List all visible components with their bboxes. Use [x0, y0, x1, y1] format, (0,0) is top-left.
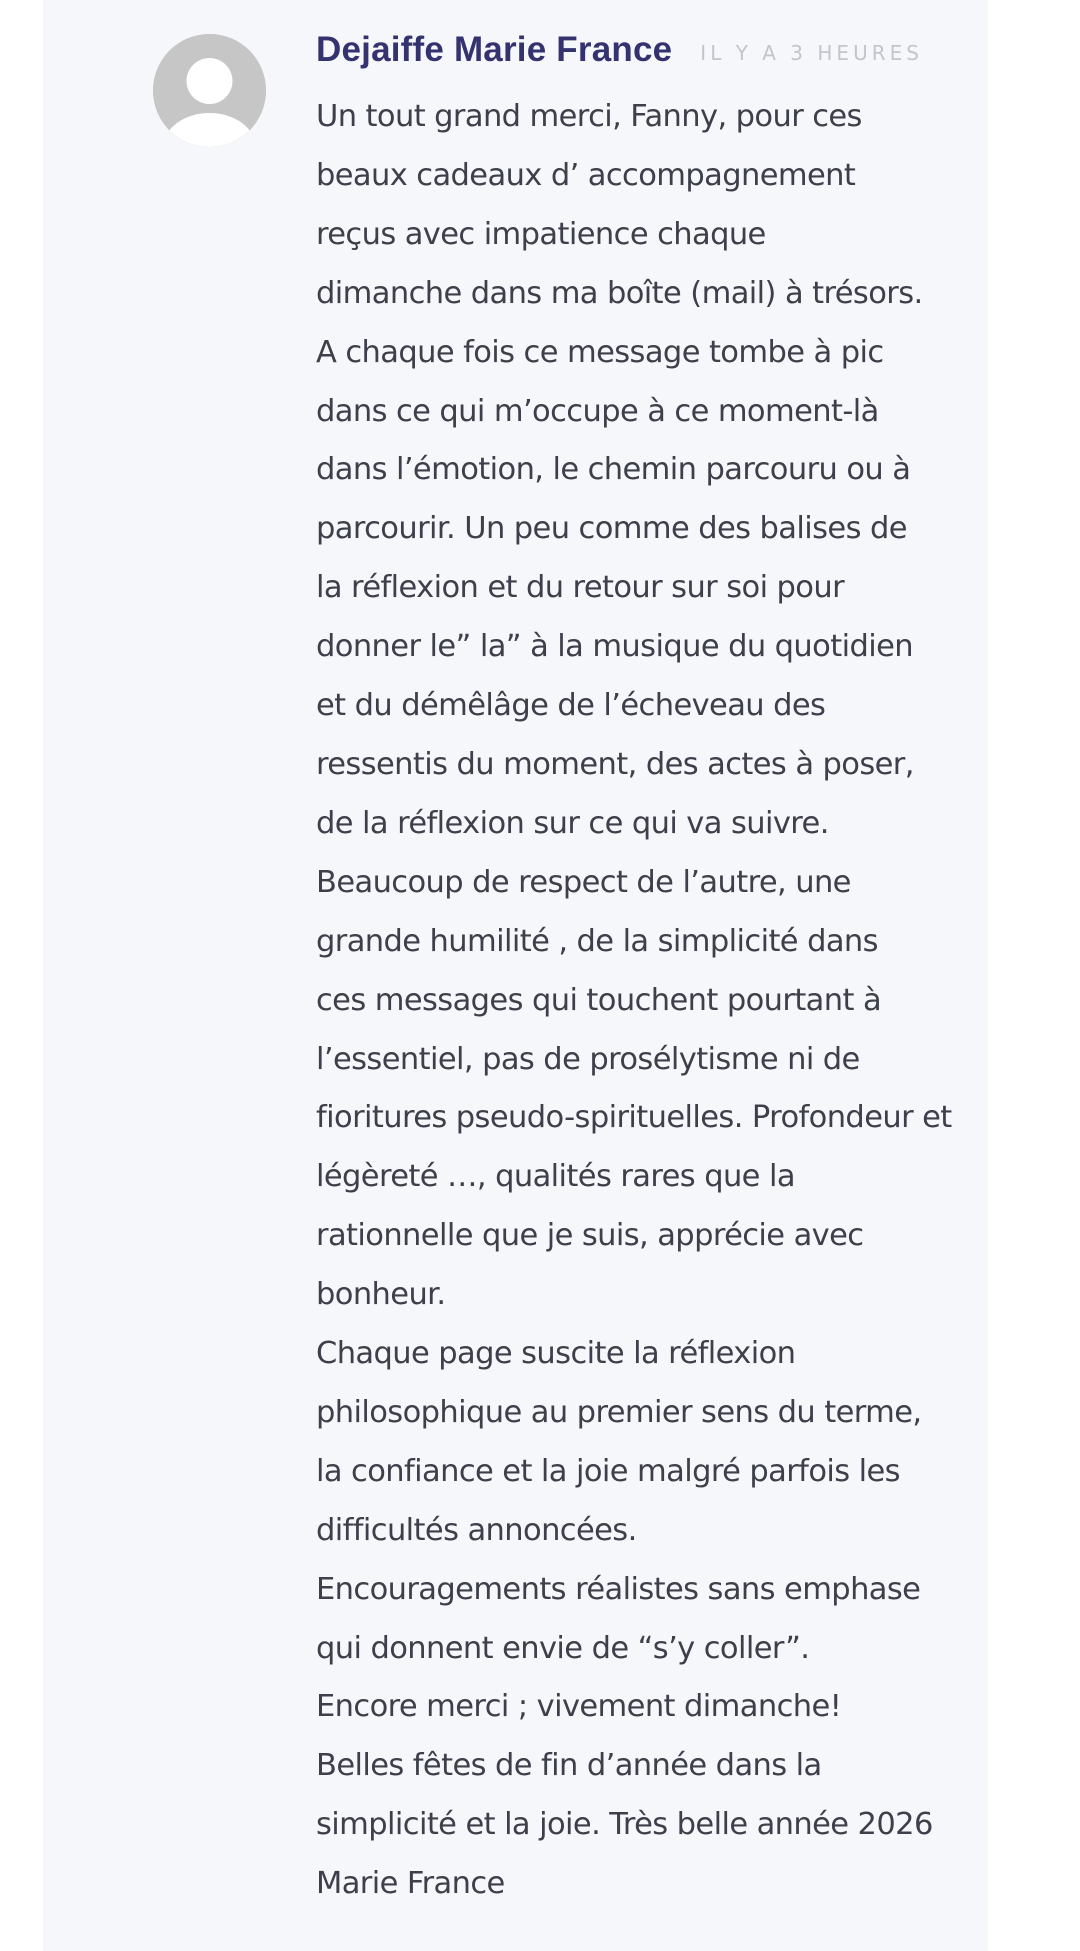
comment-timestamp[interactable]: IL Y A 3 HEURES [700, 41, 923, 65]
comment-line: légèreté …, qualités rares que la [316, 1159, 795, 1195]
comment-body [316, 32, 1006, 1914]
comment-line: ces messages qui touchent pourtant à [316, 982, 882, 1018]
comment-line: Marie France [316, 1866, 505, 1902]
comment-line: Belles fêtes de fin d’année dans la [316, 1748, 822, 1784]
comment-line: Un tout grand merci, Fanny, pour ces [316, 99, 862, 134]
default-user-avatar-icon [153, 34, 266, 147]
comment-line: qui donnent envie de “s’y coller”. [316, 1630, 810, 1666]
comment-line: l’essentiel, pas de prosélytisme ni de [316, 1041, 860, 1077]
comment-line: Beaucoup de respect de l’autre, une [316, 864, 851, 900]
comment-line: ressentis du moment, des actes à poser, [316, 746, 914, 782]
comment-line: et du démêlâge de l’écheveau des [316, 688, 826, 724]
comment-line: beaux cadeaux d’ accompagnement [316, 157, 856, 193]
comment-line: Encouragements réalistes sans emphase [316, 1571, 921, 1607]
comment-line: donner le” la” à la musique du quotidien [316, 629, 913, 665]
comment-line: difficultés annoncées. [316, 1512, 637, 1548]
comment-line: la confiance et la joie malgré parfois les [316, 1453, 900, 1489]
comment-text [316, 88, 1006, 1914]
comment-line: dimanche dans ma boîte (mail) à trésors. [316, 275, 923, 311]
comment-line: dans ce qui m’occupe à ce moment-là [316, 393, 879, 429]
comment-line: dans l’émotion, le chemin parcouru ou à [316, 452, 911, 488]
comment-line: Chaque page suscite la réflexion [316, 1336, 796, 1372]
comment-line: Encore merci ; vivement dimanche! [316, 1689, 842, 1725]
comment-line: la réflexion et du retour sur soi pour [316, 570, 845, 606]
comment-line: bonheur. [316, 1277, 446, 1313]
comment-line: grande humilité , de la simplicité dans [316, 923, 878, 959]
comment-author[interactable]: Dejaiffe Marie France [316, 30, 673, 69]
comment-line: reçus avec impatience chaque [316, 216, 766, 252]
comment-line: philosophique au premier sens du terme, [316, 1394, 922, 1430]
comment-line: fioritures pseudo-spirituelles. Profondeur et [316, 1100, 952, 1136]
comment-line: simplicité et la joie. Très belle année 2026 [316, 1807, 933, 1843]
comment-line: de la réflexion sur ce qui va suivre. [316, 805, 829, 841]
comment-line: A chaque fois ce message tombe à pic [316, 334, 884, 370]
comment-meta [316, 32, 1006, 88]
comment-line: rationnelle que je suis, apprécie avec [316, 1218, 864, 1254]
comment-line: parcourir. Un peu comme des balises de [316, 511, 907, 547]
comment-card [43, 0, 988, 1951]
avatar [153, 34, 266, 147]
